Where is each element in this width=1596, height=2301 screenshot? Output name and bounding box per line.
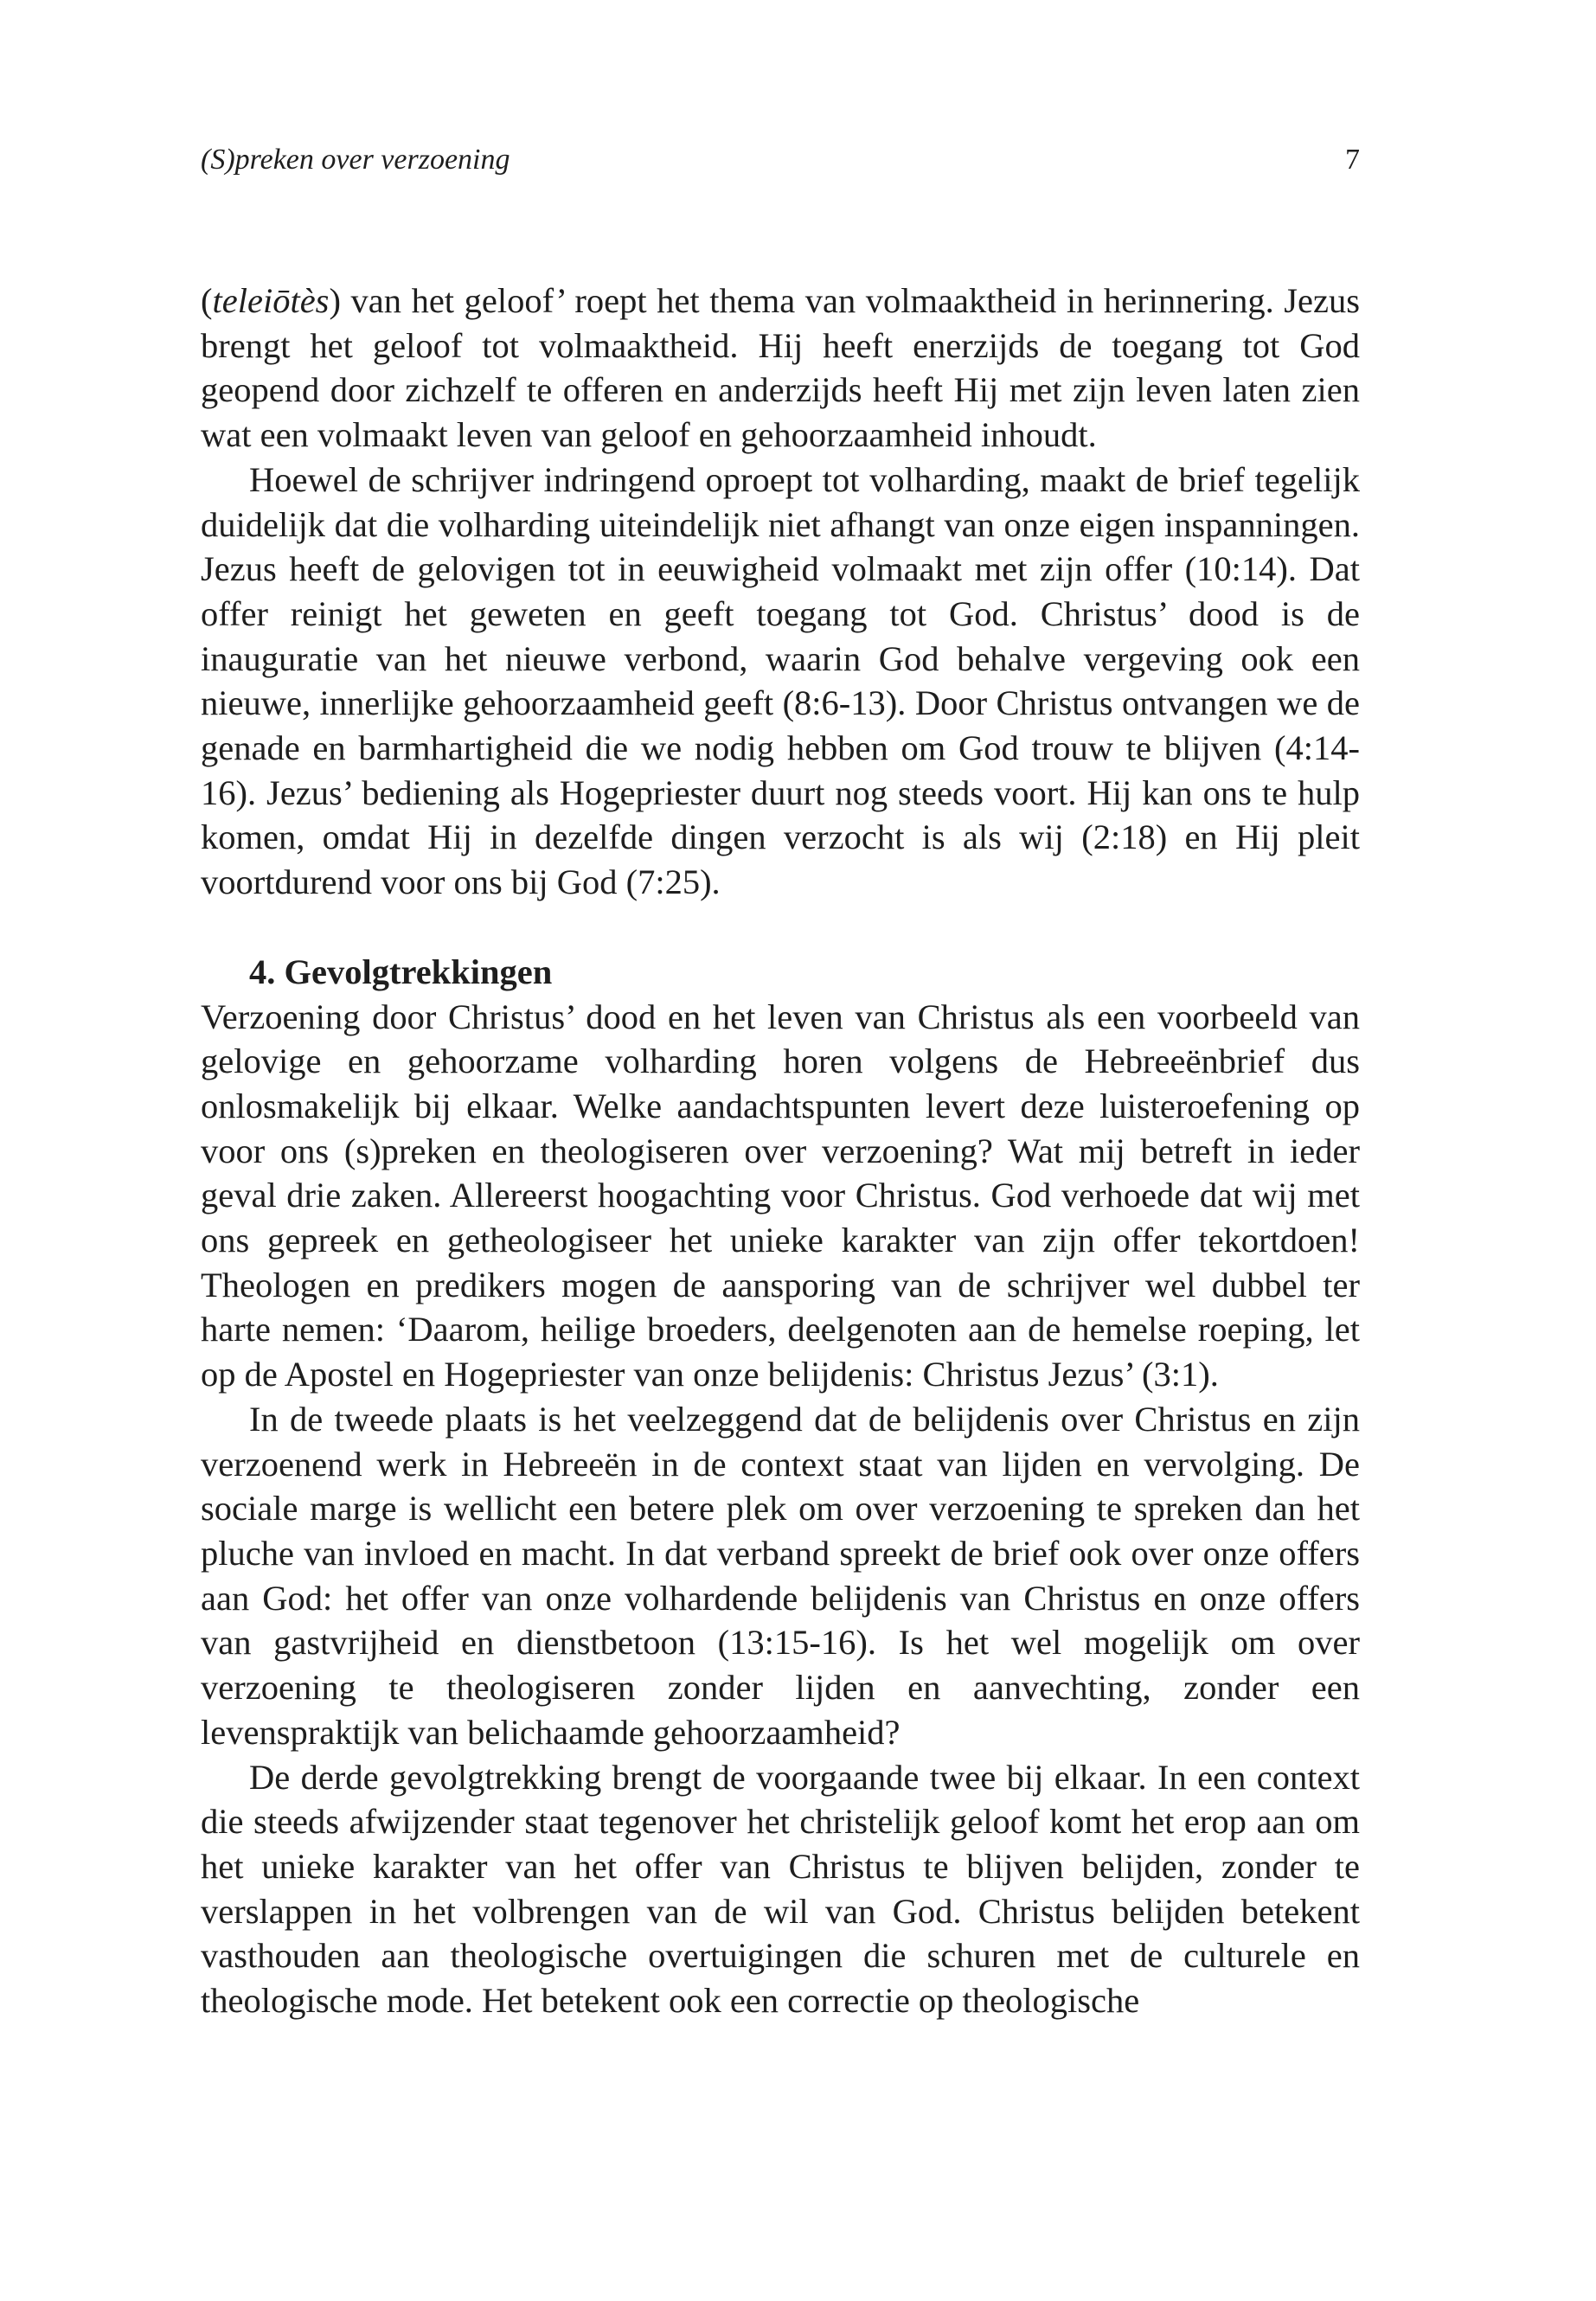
paragraph-text: ) van het geloof’ roept het thema van volmaaktheid in herinnering. Jezus brengt het geloof tot volmaaktheid. Hij heeft enerzijds de toegang tot God geopend door zichzelf te offeren en anderzijds heeft Hij met zijn leven laten zien wat een volmaakt leven van geloof en gehoorzaamheid inhoudt. [201, 281, 1360, 455]
running-title: (S)preken over verzoening [201, 144, 510, 176]
paragraph-derde-gevolgtrekking: De derde gevolgtrekking brengt de voorgaande twee bij elkaar. In een context die steeds afwijzender staat tegenover het christelijk geloof komt het erop aan om het unieke karakter van het offer van Christus te blijven belijden, zonder te verslappen in het volbrengen van de wil van God. Christus belijden betekent vasthouden aan theologische overtuigingen die schuren met de culturele en theologische mode. Het betekent ook een correctie op theologische [201, 1757, 1360, 2021]
paragraph-gevolgtrekkingen: Verzoening door Christus’ dood en het leven van Christus als een voorbeeld van gelovige en gehoorzame volharding horen volgens de Hebreeënbrief dus onlosmakelijk bij elkaar. Welke aandachtspunten levert deze luisteroefening op voor ons (s)preken en theologiseren over verzoening? Wat mij betreft in ieder geval drie zaken. Allereerst hoogachting voor Christus. God verhoede dat wij met ons gepreek en getheologiseer het unieke karakter van zijn offer tekortdoen! Theologen en predikers mogen de aansporing van de schrijver wel dubbel ter harte nemen: ‘Daarom, heilige broeders, deelgenoten aan de hemelse roeping, let op de Apostel en Hogepriester van onze belijdenis: Christus Jezus’ (3:1). [201, 997, 1360, 1394]
running-head [201, 138, 1360, 182]
paren-open: ( [201, 281, 213, 320]
page-number: 7 [1345, 144, 1360, 176]
greek-term: teleiōtès [212, 281, 330, 320]
paragraph-tweede-plaats: In de tweede plaats is het veelzeggend dat de belijdenis over Christus en zijn verzoenend werk in Hebreeën in de context staat van lijden en vervolging. De sociale marge is wellicht een betere plek om over verzoening te spreken dan het pluche van invloed en macht. In dat verband spreekt de brief ook over onze offers aan God: het offer van onze volhardende belijdenis van Christus en onze offers van gastvrijheid en dienstbetoon (13:15-16). Is het wel mogelijk om over verzoening te theologiseren zonder lijden en aanvechting, zonder een levenspraktijk van belichaamde gehoorzaamheid? [201, 1399, 1360, 1752]
body-text [201, 279, 1360, 2023]
paragraph-continued [201, 279, 1360, 458]
paragraph-volharding: Hoewel de schrijver indringend oproept tot volharding, maakt de brief tegelijk duidelijk dat die volharding uiteindelijk niet afhangt van onze eigen inspanningen. Jezus heeft de gelovigen tot in eeuwigheid volmaakt met zijn offer (10:14). Dat offer reinigt het geweten en geeft toegang tot God. Christus’ dood is de inauguratie van het nieuwe verbond, waarin God behalve vergeving ook een nieuwe, innerlijke gehoorzaamheid geeft (8:6-13). Door Christus ontvangen we de genade en barmhartigheid die we nodig hebben om God trouw te blijven (4:14-16). Jezus’ bediening als Hogepriester duurt nog steeds voort. Hij kan ons te hulp komen, omdat Hij in dezelfde dingen verzocht is als wij (2:18) en Hij pleit voortdurend voor ons bij God (7:25). [201, 459, 1360, 902]
section-heading: 4. Gevolgtrekkingen [249, 952, 553, 991]
